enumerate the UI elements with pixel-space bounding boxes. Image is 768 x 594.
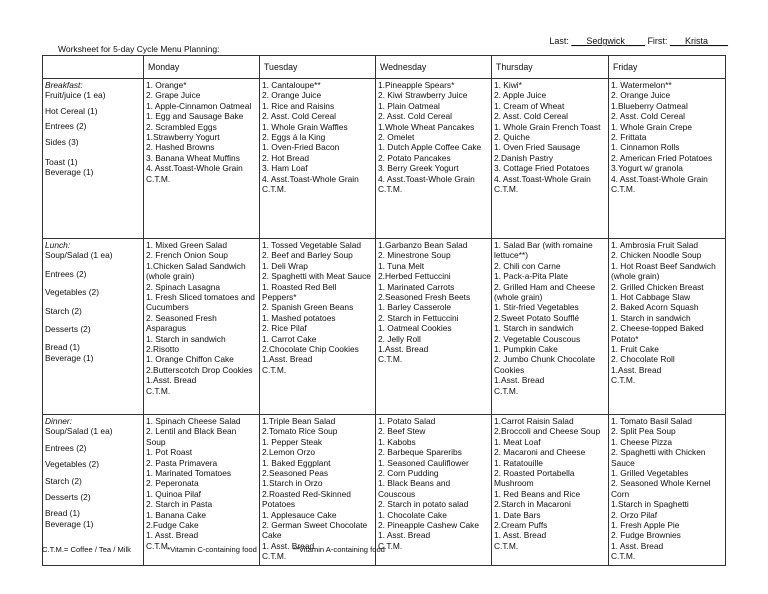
menu-item: 1. Pumpkin Cake [494, 344, 558, 355]
menu-item: 1. Dutch Apple Coffee Cake [378, 142, 482, 153]
menu-item: 2. Fudge Brownies [611, 530, 681, 541]
menu-item: C.T.M. [146, 173, 171, 184]
menu-item: 1.Asst. Bread [378, 344, 429, 355]
menu-item: 2. Hashed Browns [146, 142, 215, 153]
breakfast-meal-label: Breakfast: [45, 80, 83, 90]
menu-item: 2.Roasted Red-Skinned Potatoes [262, 488, 351, 510]
menu-item: 2.Seasoned Fresh Beets [378, 292, 471, 303]
lunch-tuesday [260, 239, 376, 415]
menu-item: 2. Pasta Primavera [146, 457, 218, 468]
menu-item: 4. Asst.Toast-Whole Grain [262, 173, 359, 184]
menu-item: 1. Egg and Sausage Bake [146, 111, 244, 122]
name-line [549, 36, 728, 46]
menu-item: 1. Pack-a-Pita Plate [494, 271, 569, 282]
menu-item: 2. American Fried Potatoes [611, 152, 713, 163]
day-header-monday: Monday [144, 56, 260, 79]
dinner-category-label: Starch (2) [45, 475, 82, 486]
menu-item: 1. Mashed potatoes [262, 312, 336, 323]
menu-item: 1.Garbanzo Bean Salad [378, 240, 468, 250]
menu-item: 1. Potato Salad [378, 416, 436, 426]
breakfast-category-label: Entrees (2) [45, 121, 87, 132]
menu-item: 1. Grilled Vegetables [611, 468, 689, 479]
menu-item: 2. Asst. Cold Cereal [494, 111, 569, 122]
menu-item: 2.Danish Pastry [494, 152, 554, 163]
menu-item: 1.Carrot Raisin Salad [494, 416, 574, 426]
menu-item: 2. Starch in potato salad [378, 499, 469, 510]
menu-item: 2. Asst. Cold Cereal [378, 111, 453, 122]
menu-item: C.T.M. [378, 540, 403, 551]
menu-item: 1. Pot Roast [146, 447, 193, 458]
menu-item: 1.Asst. Bread [146, 375, 197, 386]
menu-item: 2. German Sweet Chocolate Cake [262, 520, 368, 541]
menu-item: 1. Asst. Bread [146, 530, 199, 541]
menu-item: 2. Grape Juice [146, 90, 201, 101]
menu-item: 1. Hot Cabbage Slaw [611, 292, 691, 303]
dinner-labels [43, 415, 144, 566]
menu-item: 1. Mixed Green Salad [146, 240, 228, 250]
breakfast-monday [144, 79, 260, 239]
menu-item: 2. Corn Pudding [378, 468, 439, 479]
last-name-label: Last: [549, 36, 569, 46]
menu-item: 1. Starch in sandwich [611, 312, 691, 323]
menu-item: 1. Banana Cake [146, 509, 207, 520]
menu-item: 1. Carrot Cake [262, 333, 317, 344]
menu-item: 2. Asst. Cold Cereal [611, 111, 686, 122]
lunch-wednesday [376, 239, 492, 415]
menu-item: 1. Oven-Fried Bacon [262, 142, 340, 153]
menu-item: 2.Seasoned Peas [262, 468, 329, 479]
lunch-meal-label: Lunch: [45, 240, 71, 250]
menu-item: 2. Beef and Barley Soup [262, 250, 353, 261]
menu-item: 2. Apple Juice [494, 90, 547, 101]
lunch-labels [43, 239, 144, 415]
dinner-wednesday [376, 415, 492, 566]
menu-item: 2.Herbed Fettuccini [378, 271, 451, 282]
menu-item: 2. Eggs á la King [262, 132, 326, 143]
vitamin-a-note: **Vitamin A-containing food [293, 545, 385, 554]
menu-item: 1. Tomato Basil Salad [611, 416, 692, 426]
breakfast-category-label: Beverage (1) [45, 167, 94, 178]
vitamin-c-note: *Vitamin C-containing food [167, 545, 257, 554]
menu-item: 2. Chocolate Roll [611, 354, 675, 365]
lunch-category-label: Vegetables (2) [45, 287, 100, 298]
menu-item: 2. Peperonata [146, 478, 199, 489]
menu-item: 4. Asst.Toast-Whole Grain [378, 173, 475, 184]
menu-item: 1. Ambrosia Fruit Salad [611, 240, 699, 250]
menu-item: 2.Tomato Rice Soup [262, 426, 338, 437]
menu-item: 1.Strawberry Yogurt [146, 132, 220, 143]
menu-item: 2. Starch in Fettuccini [378, 312, 459, 323]
menu-item: 1. Cantaloupe** [262, 80, 321, 90]
menu-item: 1. Baked Eggplant [262, 457, 331, 468]
dinner-category-label: Beverage (1) [45, 518, 94, 529]
menu-item: 2. Orange Juice [262, 90, 322, 101]
dinner-thursday [492, 415, 609, 566]
menu-item: 2.Starch in Macaroni [494, 499, 571, 510]
menu-item: 1. Oatmeal Cookies [378, 323, 452, 334]
day-header-friday: Friday [609, 56, 726, 79]
menu-item: 1.Pineapple Spears* [378, 80, 455, 90]
menu-item: 1. Stir-fried Vegetables [494, 302, 579, 313]
menu-item: 2. Omelet [378, 132, 415, 143]
menu-item: 1.Asst. Bread [494, 375, 545, 386]
lunch-category-label: Starch (2) [45, 305, 82, 316]
menu-item: 2. Grilled Ham and Cheese (whole grain) [494, 281, 596, 303]
menu-item: 2. Frittata [611, 132, 647, 143]
menu-item: 1.Starch in Orzo [262, 478, 323, 489]
menu-item: 2. Cheese-topped Baked Potato* [611, 323, 704, 344]
menu-item: C.T.M. [378, 354, 403, 365]
menu-item: 2. Seasoned Fresh Asparagus [146, 312, 217, 334]
menu-item: 1. Oven Fried Sausage [494, 142, 581, 153]
menu-item: 1. Red Beans and Rice [494, 488, 581, 499]
breakfast-wednesday [376, 79, 492, 239]
menu-item: 1. Fruit Cake [611, 344, 659, 355]
menu-item: 2.Broccoli and Cheese Soup [494, 426, 601, 437]
menu-item: 1. Seasoned Cauliflower [378, 457, 469, 468]
menu-item: 1. Asst. Bread [611, 540, 664, 551]
dinner-friday [609, 415, 726, 566]
menu-item: 1. Chocolate Cake [378, 509, 447, 520]
menu-item: 3. Cottage Fried Potatoes [494, 163, 590, 174]
breakfast-tuesday [260, 79, 376, 239]
breakfast-category-label: Fruit/juice (1 ea) [45, 90, 106, 101]
corner-cell [43, 56, 144, 79]
menu-item: 2. Spaghetti with Meat Sauce [262, 271, 371, 282]
menu-item: 1.Whole Wheat Pancakes [378, 121, 475, 132]
menu-item: 1. Spinach Cheese Salad [146, 416, 241, 426]
menu-item: C.T.M. [611, 551, 636, 562]
lunch-category-label: Bread (1) [45, 342, 80, 353]
menu-item: 1.Blueberry Oatmeal [611, 100, 688, 111]
lunch-category-label: Beverage (1) [45, 352, 94, 363]
menu-item: 1. Orange* [146, 80, 187, 90]
dinner-category-label: Soup/Salad (1 ea) [45, 426, 113, 437]
menu-item: 1. Tossed Vegetable Salad [262, 240, 362, 250]
lunch-row [43, 239, 726, 415]
menu-item: 2.Cream Puffs [494, 520, 548, 531]
first-name-label: First: [647, 36, 668, 46]
lunch-category-label: Desserts (2) [45, 324, 91, 335]
menu-item: 2. Macaroni and Cheese [494, 447, 586, 458]
menu-item: 2. Spaghetti with Chicken Sauce [611, 447, 706, 468]
menu-item: 1. Whole Grain French Toast [494, 121, 601, 132]
dinner-monday [144, 415, 260, 566]
breakfast-labels [43, 79, 144, 239]
day-header-wednesday: Wednesday [376, 56, 492, 79]
menu-item: 1.Triple Bean Salad [262, 416, 336, 426]
menu-item: 2. Rice Pilaf [262, 323, 307, 334]
first-name-value: ___Krista____ [669, 36, 728, 46]
menu-item: 1. Hot Roast Beef Sandwich (whole grain) [611, 260, 716, 282]
menu-item: 2. Lentil and Black Bean Soup [146, 426, 237, 447]
menu-item: 1. Rice and Raisins [262, 100, 335, 111]
menu-item: 3.Yogurt w/ granola [611, 163, 683, 174]
menu-item: 1. Meat Loaf [494, 436, 541, 447]
menu-item: 4. Asst.Toast-Whole Grain [611, 173, 708, 184]
menu-item: 2. Vegetable Couscous [494, 333, 581, 344]
menu-item: 1. Ratatouille [494, 457, 543, 468]
menu-item: 2. Grilled Chicken Breast [611, 281, 704, 292]
breakfast-row [43, 79, 726, 239]
menu-item: 1. Fresh Apple Pie [611, 520, 680, 531]
menu-item: 1. Tuna Melt [378, 260, 425, 271]
menu-item: 1.Starch in Spaghetti [611, 499, 689, 510]
menu-item: C.T.M. [494, 385, 519, 396]
lunch-thursday [492, 239, 609, 415]
menu-item: 1. Cinnamon Rolls [611, 142, 680, 153]
menu-item: 1. Asst. Bread [262, 540, 315, 551]
breakfast-category-label: Hot Cereal (1) [45, 105, 98, 116]
lunch-friday [609, 239, 726, 415]
menu-item: 1. Fresh Sliced tomatoes and Cucumbers [146, 292, 255, 313]
menu-item: 1. Date Bars [494, 509, 541, 520]
ctm-note: C.T.M.= Coffee / Tea / Milk [42, 545, 131, 554]
menu-item: C.T.M. [146, 385, 171, 396]
menu-item: 2.Chocolate Chip Cookies [262, 344, 359, 355]
menu-item: 1. Starch in sandwich [494, 323, 574, 334]
lunch-category-label: Soup/Salad (1 ea) [45, 250, 113, 261]
menu-item: 2. Spanish Green Beans [262, 302, 354, 313]
menu-item: 2. Spinach Lasagna [146, 281, 221, 292]
dinner-category-label: Entrees (2) [45, 442, 87, 453]
menu-item: 2. French Onion Soup [146, 250, 228, 261]
menu-item: C.T.M. [262, 184, 287, 195]
menu-item: 2. Scrambled Eggs [146, 121, 217, 132]
last-name-value: ___Sedgwick____ [571, 36, 645, 46]
dinner-row [43, 415, 726, 566]
day-header-row [43, 56, 726, 79]
menu-item: 1. Orange Chiffon Cake [146, 354, 234, 365]
breakfast-category-label: Sides (3) [45, 136, 79, 147]
menu-item: 1. Cheese Pizza [611, 436, 672, 447]
menu-item: 1. Watermelon** [611, 80, 672, 90]
menu-item: 1. Barley Casserole [378, 302, 452, 313]
menu-item: 2.Risotto [146, 344, 180, 355]
menu-item: 1. Kiwi* [494, 80, 522, 90]
menu-item: 1. Whole Grain Waffles [262, 121, 348, 132]
menu-item: 2. Chicken Noodle Soup [611, 250, 702, 261]
dinner-tuesday [260, 415, 376, 566]
menu-item: 1. Kabobs [378, 436, 416, 447]
menu-item: 2. Potato Pancakes [378, 152, 451, 163]
menu-item: C.T.M. [611, 375, 636, 386]
menu-item: 1. Asst. Bread [378, 530, 431, 541]
menu-item: 1. Marinated Carrots [378, 281, 455, 292]
menu-item: 2. Seasoned Whole Kernel Corn [611, 478, 711, 499]
dinner-category-label: Bread (1) [45, 508, 80, 519]
menu-item: 2. Chili con Carne [494, 260, 561, 271]
dinner-category-label: Vegetables (2) [45, 459, 100, 470]
menu-item: 1. Salad Bar (with romaine lettuce**) [494, 240, 593, 261]
menu-item: 1. Applesauce Cake [262, 509, 337, 520]
menu-item: 1. Pepper Steak [262, 436, 323, 447]
breakfast-category-label: Toast (1) [45, 157, 78, 168]
menu-item: 2. Beef Stew [378, 426, 426, 437]
menu-item: 1. Plain Oatmeal [378, 100, 440, 111]
menu-item: C.T.M. [378, 184, 403, 195]
menu-item: 2. Jumbo Chunk Chocolate Cookies [494, 354, 596, 375]
day-header-tuesday: Tuesday [260, 56, 376, 79]
menu-item: 2. Barbeque Spareribs [378, 447, 462, 458]
menu-item: 2. Roasted Portabella Mushroom [494, 468, 575, 489]
menu-item: 1. Starch in sandwich [146, 333, 226, 344]
menu-item: 2. Kiwi Strawberry Juice [378, 90, 468, 101]
menu-item: 1. Black Beans and Couscous [378, 478, 451, 499]
menu-item: 2. Minestrone Soup [378, 250, 451, 261]
menu-item: 3. Berry Greek Yogurt [378, 163, 459, 174]
menu-item: 1. Asst. Bread [494, 530, 547, 541]
breakfast-thursday [492, 79, 609, 239]
menu-item: 1. Quinoa Pilaf [146, 488, 201, 499]
menu-item: 1. Cream of Wheat [494, 100, 565, 111]
menu-item: 1. Apple-Cinnamon Oatmeal [146, 100, 252, 111]
menu-item: 2.Butterscotch Drop Cookies [146, 364, 253, 375]
menu-item: C.T.M. [494, 540, 519, 551]
menu-item: 3. Banana Wheat Muffins [146, 152, 240, 163]
menu-item: 2. Hot Bread [262, 152, 310, 163]
menu-item: 1. Whole Grain Crepe [611, 121, 692, 132]
menu-item: 2. Pineapple Cashew Cake [378, 520, 480, 531]
menu-item: 2. Baked Acorn Squash [611, 302, 699, 313]
menu-table [42, 55, 726, 566]
worksheet-title: Worksheet for 5-day Cycle Menu Planning: [58, 44, 220, 54]
menu-item: 2.Lemon Orzo [262, 447, 316, 458]
menu-item: 2. Asst. Cold Cereal [262, 111, 337, 122]
menu-item: 1.Asst. Bread [262, 354, 313, 365]
menu-item: 3. Ham Loaf [262, 163, 308, 174]
menu-item: 2. Quiche [494, 132, 530, 143]
day-header-thursday: Thursday [492, 56, 609, 79]
menu-item: C.T.M. [262, 364, 287, 375]
menu-item: 1. Deli Wrap [262, 260, 308, 271]
menu-item: C.T.M. [494, 184, 519, 195]
footer-notes [42, 545, 419, 554]
menu-item: C.T.M. [611, 184, 636, 195]
menu-item: C.T.M. [262, 551, 287, 562]
lunch-monday [144, 239, 260, 415]
menu-item: 2. Split Pea Soup [611, 426, 676, 437]
breakfast-friday [609, 79, 726, 239]
menu-item: 2. Orzo Pilaf [611, 509, 658, 520]
menu-item: 1.Chicken Salad Sandwich (whole grain) [146, 260, 246, 282]
menu-item: 2. Starch in Pasta [146, 499, 213, 510]
menu-item: 2. Orange Juice [611, 90, 671, 101]
menu-item: 4. Asst.Toast-Whole Grain [146, 163, 243, 174]
menu-item: 1.Asst. Bread [611, 364, 662, 375]
lunch-category-label: Entrees (2) [45, 268, 87, 279]
dinner-category-label: Desserts (2) [45, 492, 91, 503]
menu-item: 2.Fudge Cake [146, 520, 199, 531]
menu-item: 2.Sweet Potato Soufflé [494, 312, 580, 323]
menu-item: 1. Roasted Red Bell Peppers* [262, 281, 337, 303]
menu-item: 1. Marinated Tomatoes [146, 468, 232, 479]
menu-item: 4. Asst.Toast-Whole Grain [494, 173, 591, 184]
menu-item: 2. Jelly Roll [378, 333, 421, 344]
dinner-meal-label: Dinner: [45, 416, 72, 426]
menu-item: C.T.M. [146, 540, 171, 551]
